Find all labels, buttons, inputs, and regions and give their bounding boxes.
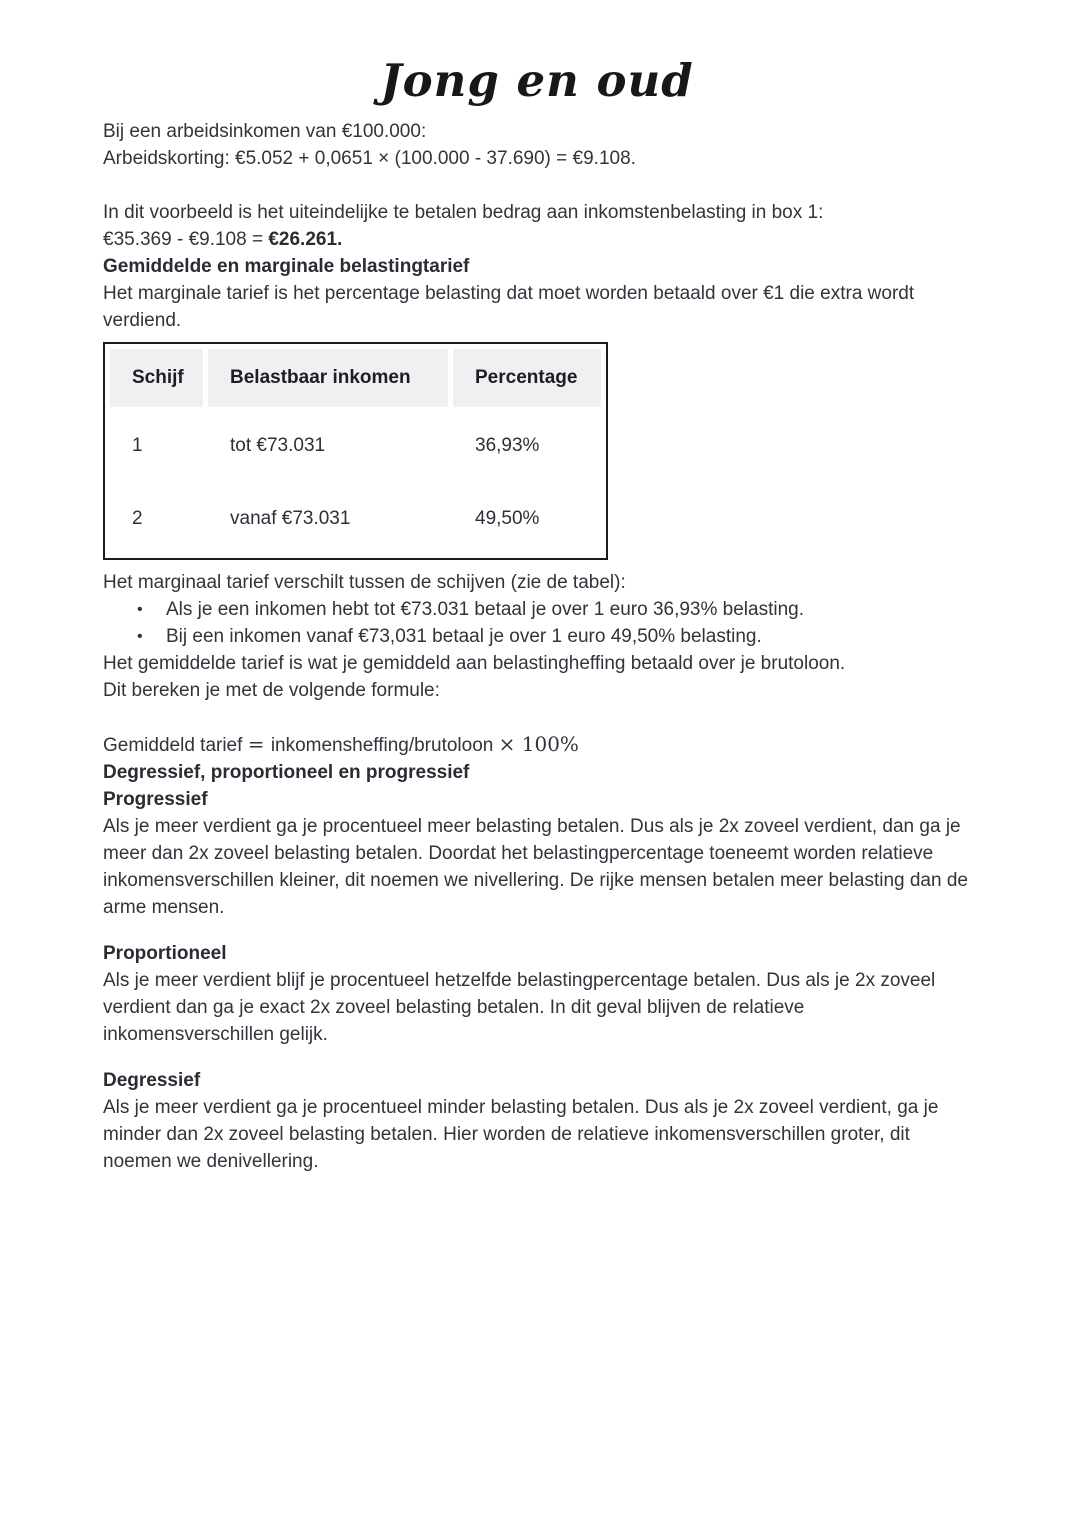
table-header-belastbaar-inkomen: Belastbaar inkomen — [208, 349, 448, 407]
example-line-1: In dit voorbeeld is het uiteindelijke te betalen bedrag aan inkomstenbelasting in box 1: — [103, 202, 824, 223]
table-row — [110, 485, 601, 553]
intro-line-1: Bij een arbeidsinkomen van €100.000: — [103, 121, 427, 142]
marginal-heading: Gemiddelde en marginale belastingtarief — [103, 256, 470, 277]
formula-equals-sign: = — [247, 732, 271, 756]
after-table-line: Het marginaal tarief verschilt tussen de schijven (zie de tabel): — [103, 572, 626, 593]
formula-line — [103, 731, 971, 759]
table-header-percentage: Percentage — [453, 349, 601, 407]
proportioneel-heading: Proportioneel — [103, 943, 227, 964]
bullet-icon: • — [137, 628, 143, 645]
spacer — [103, 172, 971, 199]
degressief-body: Als je meer verdient ga je procentueel minder belasting betalen. Dus als je 2x zoveel verdient, ga je minder dan 2x zoveel belasting betalen. Hier worden de relatieve inkomensverschillen groter, dit noemen we denivellering. — [103, 1097, 939, 1172]
sections-main-heading: Degressief, proportioneel en progressief — [103, 762, 470, 783]
table-cell-percentage-2: 49,50% — [453, 485, 601, 553]
list-item — [103, 596, 971, 623]
table-cell-schijf-2: 2 — [110, 485, 203, 553]
page-title: Jong en oud — [380, 54, 694, 107]
table-header-row — [110, 349, 601, 407]
average-line-2: Dit bereken je met de volgende formule: — [103, 680, 440, 701]
intro-line-2: Arbeidskorting: €5.052 + 0,0651 × (100.000 - 37.690) = €9.108. — [103, 148, 636, 169]
proportioneel-section — [103, 940, 971, 1048]
formula-times-percent: × 100% — [498, 732, 579, 756]
degressief-heading: Degressief — [103, 1070, 201, 1091]
table-cell-schijf-1: 1 — [110, 412, 203, 480]
table-header-schijf: Schijf — [110, 349, 203, 407]
bullet-text-2: Bij een inkomen vanaf €73,031 betaal je over 1 euro 49,50% belasting. — [166, 626, 762, 647]
table-cell-percentage-1: 36,93% — [453, 412, 601, 480]
table-cell-inkomen-1: tot €73.031 — [208, 412, 448, 480]
progressief-heading: Progressief — [103, 789, 208, 810]
list-item — [103, 623, 971, 650]
table-row — [110, 412, 601, 480]
example-calc-prefix: €35.369 - €9.108 = — [103, 229, 269, 250]
tax-brackets-table — [103, 342, 608, 560]
formula-rhs: inkomensheffing/brutoloon — [270, 735, 499, 756]
bullet-text-1: Als je een inkomen hebt tot €73.031 betaal je over 1 euro 36,93% belasting. — [166, 599, 804, 620]
degressief-section — [103, 1067, 971, 1175]
proportioneel-body: Als je meer verdient blijf je procentueel hetzelfde belastingpercentage betalen. Dus als je 2x zoveel verdient dan ga je exact 2x zoveel belasting betalen. In dit geval blijven de relatieve inkomensverschillen gelijk. — [103, 970, 936, 1045]
bullet-icon: • — [137, 601, 143, 618]
example-calc-line — [103, 226, 971, 253]
page-content — [103, 52, 971, 1175]
average-line-1: Het gemiddelde tarief is wat je gemiddeld aan belastingheffing betaald over je brutoloon. — [103, 653, 846, 674]
example-calc-result: €26.261. — [268, 229, 343, 250]
spacer — [103, 704, 971, 731]
progressief-body: Als je meer verdient ga je procentueel meer belasting betalen. Dus als je 2x zoveel verdient, dan ga je meer dan 2x zoveel belasting betalen. Doordat het belastingpercentage toeneemt worden relatieve inkomensverschillen kleiner, dit noemen we nivellering. De rijke mensen betalen meer belasting dan de arme mensen. — [103, 816, 968, 918]
formula-lhs: Gemiddeld tarief — [103, 735, 248, 756]
marginal-intro: Het marginale tarief is het percentage belasting dat moet worden betaald over €1 die extra wordt verdiend. — [103, 283, 915, 331]
table-cell-inkomen-2: vanaf €73.031 — [208, 485, 448, 553]
